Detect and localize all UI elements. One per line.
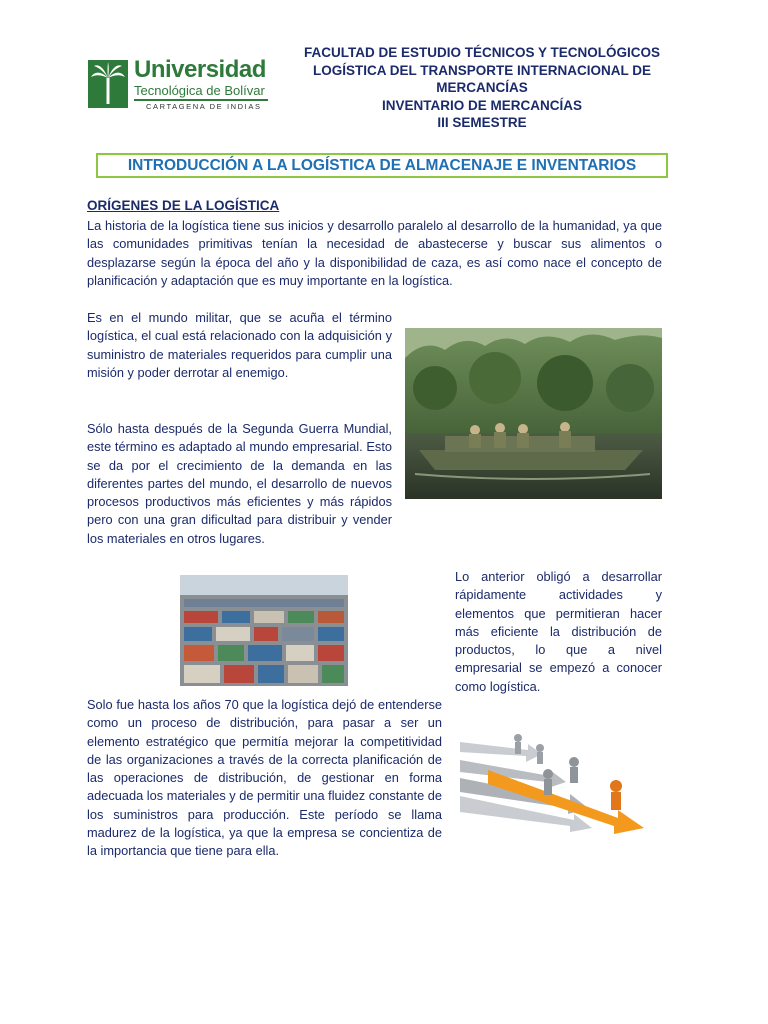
header-course: INVENTARIO DE MERCANCÍAS (381, 97, 582, 113)
header-program: LOGÍSTICA DEL TRANSPORTE INTERNACIONAL DE (312, 62, 651, 78)
paragraph-postwar: Sólo hasta después de la Segunda Guerra Mundial, este término es adaptado al mundo empresarial. Esto se da por el crecimiento de la demanda en las diferentes partes del mundo, el desarrollo de nuevos procesos productivos más eficientes y más rápidos pero con una gran dificultad para distribuir y vender los materiales en otros lugares. (87, 421, 392, 546)
military-boat-photo (405, 328, 662, 499)
header-semester: III SEMESTRE (437, 115, 527, 130)
university-logo (88, 56, 270, 112)
section-title: ORÍGENES DE LA LOGÍSTICA (87, 198, 280, 213)
paragraph-development: Lo anterior obligó a desarrollar rápidamente actividades y elementos que permitieran hacer más eficiente la distribución de productos, lo que a nivel empresarial se empezó a conocer como logística. (455, 569, 662, 694)
main-title-box (96, 153, 668, 178)
document-header (282, 44, 682, 132)
logo-city: CARTAGENA DE INDIAS (146, 102, 262, 111)
header-program-cont: MERCANCÍAS (436, 80, 528, 95)
palm-tree-icon (88, 60, 128, 108)
logo-name: Universidad (134, 56, 266, 83)
paragraph-seventies: Solo fue hasta los años 70 que la logística dejó de entenderse como un proceso de distribución, para pasar a ser un elemento estratégico que permitía mejorar la competitividad de las organizaciones a través de la correcta planificación de las operaciones de distribución, de gestionar en forma adecuada los materiales y de permitir una fluidez constante de los suministros para producción. Este período se llama madurez de la logística, ya que la empresa se concientiza de la importancia que tiene para ella. (87, 697, 442, 859)
logo-subtitle: Tecnológica de Bolívar (134, 83, 265, 98)
paragraph-history: La historia de la logística tiene sus inicios y desarrollo paralelo al desarrollo de la humanidad, ya que las comunidades primitivas tenían la necesidad de abastecerse y buscar sus alimentos o desplazarse según la época del año y la disponibilidad de caza, es así como nace el concepto de planificación y adaptación que es muy importante en la logística. (87, 218, 662, 288)
paragraph-military: Es en el mundo militar, que se acuña el término logística, el cual está relacionado con la adquisición y suministro de materiales requeridos para cumplir una misión y poder derrotar al enemigo. (87, 310, 392, 380)
header-faculty: FACULTAD DE ESTUDIO TÉCNICOS Y TECNOLÓGICOS (303, 45, 661, 60)
main-title: INTRODUCCIÓN A LA LOGÍSTICA DE ALMACENAJE E INVENTARIOS (127, 156, 637, 174)
logo-divider (134, 99, 268, 101)
container-port-photo (180, 575, 348, 686)
runners-on-arrows-illustration (458, 730, 648, 835)
